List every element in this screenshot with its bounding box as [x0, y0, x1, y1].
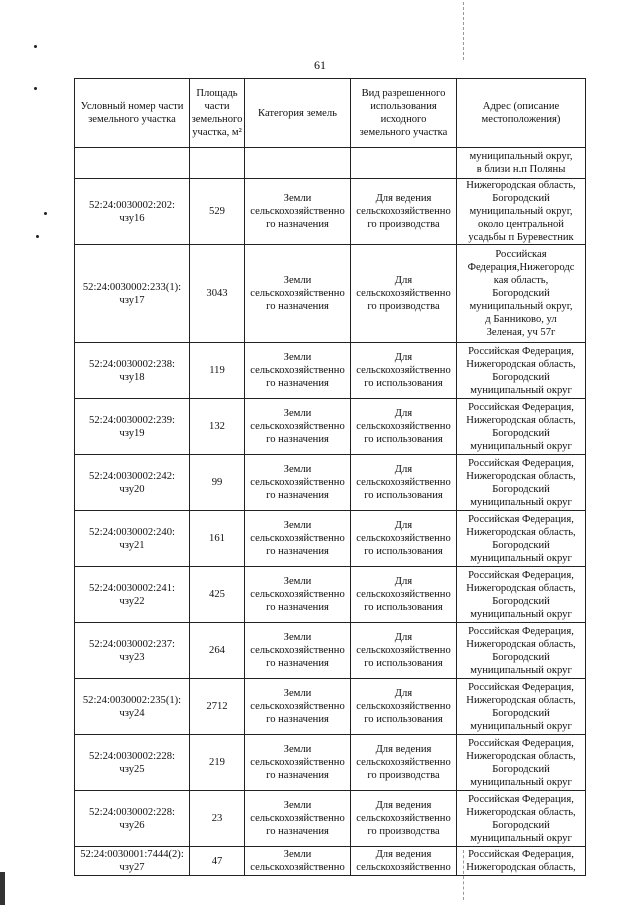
- cell-cadastral-number: [75, 791, 190, 847]
- cell-text-line: Для ведения: [375, 849, 432, 860]
- scan-speck: [34, 45, 37, 48]
- table-row: [75, 679, 586, 735]
- cell-text-line: Для: [394, 576, 413, 587]
- cell-address: [457, 735, 586, 791]
- cell-text-line: сельскохозяйственно: [250, 288, 345, 299]
- cell-text-line: Нижегородская область,: [466, 526, 576, 538]
- cell-cadastral-number: [75, 567, 190, 623]
- cell-text-line: Богородский: [492, 193, 550, 204]
- cell-text-line: 52:24:0030002:241:: [89, 582, 175, 594]
- cell-cadastral-number: [75, 679, 190, 735]
- cell-text-line: го использования: [364, 490, 443, 501]
- cell-text-line: 52:24:0030002:242:: [89, 470, 175, 482]
- cell-text-line: Богородский: [492, 763, 550, 775]
- cell-text-line: чзу22: [119, 595, 145, 607]
- cell-text-line: сельскохозяйственно: [250, 757, 345, 768]
- cell-text-line: Зеленая, уч 57г: [486, 327, 556, 338]
- cell-text-line: чзу25: [119, 763, 145, 775]
- cell-text-line: го использования: [364, 714, 443, 725]
- cell-permitted-use: [351, 791, 457, 847]
- cell-text-line: го использования: [364, 378, 443, 389]
- cell-text-line: муниципальный округ: [470, 608, 572, 620]
- cell-text-line: Нижегородская область,: [466, 414, 576, 426]
- cell-area: 47: [190, 847, 245, 876]
- cell-address: [457, 623, 586, 679]
- cell-text-line: го назначения: [266, 714, 329, 725]
- cell-text-line: 52:24:0030002:233(1):: [82, 281, 182, 293]
- cell-text-line: 52:24:0030001:7444(2):: [80, 849, 184, 860]
- scan-edge-line: [463, 2, 464, 60]
- cell-text-line: чзу19: [119, 427, 145, 439]
- cell-text-line: Нижегородская область,: [466, 582, 576, 594]
- cell-text-line: Нижегородская область,: [466, 358, 576, 370]
- cell-text-line: Вид разрешенного: [361, 88, 446, 99]
- table-row: [75, 343, 586, 399]
- cell-text-line: чзу18: [119, 371, 145, 383]
- cell-address: [457, 179, 586, 245]
- cell-text-line: сельскохозяйственно: [250, 862, 345, 873]
- cell-area: 2712: [190, 679, 245, 735]
- cell-text-line: Условный номер части: [80, 101, 184, 112]
- cell-text-line: муниципальный округ: [470, 552, 572, 564]
- cell-text-line: го назначения: [266, 658, 329, 669]
- cell-permitted-use: [351, 735, 457, 791]
- scan-speck: [44, 212, 47, 215]
- cell-text-line: муниципальный округ: [470, 832, 572, 844]
- table-row: [75, 511, 586, 567]
- cell-address: [457, 791, 586, 847]
- cell-text-line: Нижегородская область,: [466, 862, 576, 873]
- table-row-continuation: [75, 148, 586, 179]
- cell-text-line: чзу21: [119, 539, 145, 551]
- cell-text-line: сельскохозяйственно: [356, 421, 451, 432]
- cell-text-line: го использования: [364, 658, 443, 669]
- cell-address: [457, 847, 586, 876]
- cell-text-line: 52:24:0030002:202:: [89, 199, 175, 211]
- header-address: [457, 79, 586, 148]
- cell-empty: [245, 148, 351, 179]
- cell-text-line: чзу16: [119, 212, 145, 224]
- cell-text-line: Земли: [283, 520, 312, 531]
- cell-text-line: Российская Федерация,: [468, 345, 574, 357]
- cell-text-line: Площадь: [196, 88, 238, 99]
- cell-text-line: земельного участка: [88, 114, 176, 125]
- cell-text-line: Земли: [283, 464, 312, 475]
- cell-area: 99: [190, 455, 245, 511]
- cell-permitted-use: [351, 623, 457, 679]
- cell-text-line: Нижегородская область,: [466, 470, 576, 482]
- cell-text-line: земельного: [191, 114, 243, 125]
- cell-text-line: сельскохозяйственно: [250, 533, 345, 544]
- cell-text-line: использования: [370, 101, 437, 112]
- cell-text-line: сельскохозяйственно: [250, 813, 345, 824]
- table-header-row: [75, 79, 586, 148]
- cell-text-line: Российская Федерация,: [468, 737, 574, 749]
- cell-text-line: сельскохозяйственно: [356, 589, 451, 600]
- cell-text-line: чзу24: [119, 707, 145, 719]
- cell-land-category: [245, 735, 351, 791]
- cell-cadastral-number: [75, 511, 190, 567]
- cell-text-line: 52:24:0030002:228:: [89, 806, 175, 818]
- header-cadastral-number: [75, 79, 190, 148]
- cell-text-line: Российская Федерация,: [468, 457, 574, 469]
- cell-text-line: Для: [394, 408, 413, 419]
- cell-text-line: муниципальный округ,: [469, 301, 573, 312]
- cell-text-line: Нижегородская область,: [466, 638, 576, 650]
- cell-text-line: Для: [394, 520, 413, 531]
- cell-land-category: [245, 343, 351, 399]
- cell-text-line: Земли: [283, 576, 312, 587]
- cell-land-category: [245, 567, 351, 623]
- cell-text-line: Земли: [283, 800, 312, 811]
- cell-text-line: части: [204, 101, 230, 112]
- cell-cadastral-number: [75, 245, 190, 343]
- cell-text-line: го назначения: [266, 602, 329, 613]
- cell-text-line: го назначения: [266, 490, 329, 501]
- table-row: [75, 567, 586, 623]
- cell-text-line: муниципальный округ,: [469, 206, 573, 217]
- header-permitted-use: [351, 79, 457, 148]
- cell-text-line: Земли: [283, 352, 312, 363]
- cell-text-line: Российская Федерация,: [468, 849, 574, 860]
- cell-text-line: исходного: [380, 114, 427, 125]
- cell-permitted-use: [351, 179, 457, 245]
- cell-cadastral-number: [75, 735, 190, 791]
- page-number: 61: [314, 58, 326, 72]
- cell-text-line: муниципальный округ: [470, 720, 572, 732]
- cell-text-line: Российская Федерация,: [468, 401, 574, 413]
- cell-land-category: [245, 679, 351, 735]
- cell-text-line: го производства: [367, 301, 440, 312]
- cell-empty: [75, 148, 190, 179]
- cell-text-line: муниципальный округ: [470, 440, 572, 452]
- cell-text-line: сельскохозяйственно: [250, 645, 345, 656]
- cell-text-line: Земли: [283, 744, 312, 755]
- cell-text-line: Земли: [283, 408, 312, 419]
- cell-text-line: сельскохозяйственно: [356, 533, 451, 544]
- cell-text-line: сельскохозяйственно: [250, 421, 345, 432]
- cell-text-line: сельскохозяйственно: [356, 206, 451, 217]
- cell-text-line: земельного участка: [359, 127, 448, 138]
- cell-land-category: [245, 179, 351, 245]
- cell-area: 119: [190, 343, 245, 399]
- scan-speck: [36, 235, 39, 238]
- cell-address: [457, 148, 586, 179]
- cell-text-line: чзу17: [119, 294, 145, 306]
- cell-text-line: Адрес (описание: [482, 101, 560, 112]
- cell-text-line: сельскохозяйственно: [356, 288, 451, 299]
- cell-text-line: го назначения: [266, 434, 329, 445]
- cell-land-category: [245, 455, 351, 511]
- cell-text-line: Нижегородская область,: [466, 180, 576, 191]
- cell-text-line: Земли: [283, 688, 312, 699]
- cell-empty: [351, 148, 457, 179]
- cell-text-line: сельскохозяйственно: [250, 365, 345, 376]
- cell-address: [457, 679, 586, 735]
- cell-text-line: сельскохозяйственно: [250, 589, 345, 600]
- cell-text-line: Для: [394, 275, 413, 286]
- cell-text-line: го производства: [367, 219, 440, 230]
- cell-text-line: Федерация,Нижегородс: [467, 262, 575, 273]
- cell-permitted-use: [351, 511, 457, 567]
- cell-permitted-use: [351, 455, 457, 511]
- cell-address: [457, 567, 586, 623]
- cell-text-line: Для ведения: [375, 800, 432, 811]
- cell-text-line: Богородский: [492, 595, 550, 607]
- cell-text-line: сельскохозяйственно: [356, 757, 451, 768]
- cell-text-line: го назначения: [266, 378, 329, 389]
- cell-text-line: 52:24:0030002:239:: [89, 414, 175, 426]
- cell-text-line: в близи н.п Поляны: [476, 164, 566, 175]
- cell-text-line: Земли: [283, 849, 312, 860]
- cell-text-line: чзу20: [119, 483, 145, 495]
- cell-land-category: [245, 791, 351, 847]
- cell-text-line: го назначения: [266, 546, 329, 557]
- cell-text-line: чзу23: [119, 651, 145, 663]
- cell-permitted-use: [351, 343, 457, 399]
- cell-area: 264: [190, 623, 245, 679]
- cell-text-line: участка, м²: [192, 127, 242, 138]
- cell-text-line: чзу26: [119, 819, 145, 831]
- cell-text-line: Российская Федерация,: [468, 513, 574, 525]
- cell-text-line: Богородский: [492, 288, 550, 299]
- cell-text-line: Категория земель: [258, 107, 337, 119]
- cell-cadastral-number: [75, 343, 190, 399]
- cell-area: 425: [190, 567, 245, 623]
- cell-text-line: муниципальный округ: [470, 776, 572, 788]
- cell-text-line: го назначения: [266, 219, 329, 230]
- cell-text-line: около центральной: [478, 219, 564, 230]
- cell-land-category: [245, 623, 351, 679]
- table-row: [75, 735, 586, 791]
- cell-cadastral-number: [75, 399, 190, 455]
- cell-text-line: Для ведения: [375, 744, 432, 755]
- cell-text-line: Богородский: [492, 707, 550, 719]
- cell-text-line: Богородский: [492, 371, 550, 383]
- cell-text-line: Нижегородская область,: [466, 750, 576, 762]
- cell-text-line: Богородский: [492, 539, 550, 551]
- cell-text-line: Земли: [283, 193, 312, 204]
- cell-text-line: Российская Федерация,: [468, 625, 574, 637]
- cell-text-line: муниципальный округ: [470, 384, 572, 396]
- cell-address: [457, 455, 586, 511]
- cell-land-category: [245, 847, 351, 876]
- cell-text-line: усадьбы п Буревестник: [468, 232, 574, 243]
- header-area: [190, 79, 245, 148]
- cell-text-line: Для: [394, 632, 413, 643]
- cell-text-line: Богородский: [492, 483, 550, 495]
- land-parcels-table: [74, 78, 586, 876]
- cell-text-line: Российская Федерация,: [468, 793, 574, 805]
- cell-text-line: Российская: [495, 249, 547, 260]
- cell-text-line: Земли: [283, 275, 312, 286]
- cell-text-line: 52:24:0030002:240:: [89, 526, 175, 538]
- cell-text-line: Богородский: [492, 819, 550, 831]
- cell-text-line: сельскохозяйственно: [356, 477, 451, 488]
- cell-text-line: 52:24:0030002:238:: [89, 358, 175, 370]
- cell-land-category: [245, 399, 351, 455]
- table-row: [75, 245, 586, 343]
- cell-area: 132: [190, 399, 245, 455]
- cell-text-line: Для: [394, 352, 413, 363]
- table-row: [75, 623, 586, 679]
- cell-address: [457, 399, 586, 455]
- header-land-category: [245, 79, 351, 148]
- table-row: [75, 791, 586, 847]
- cell-area: 529: [190, 179, 245, 245]
- table-row: [75, 455, 586, 511]
- cell-text-line: го использования: [364, 434, 443, 445]
- cell-text-line: Российская Федерация,: [468, 681, 574, 693]
- cell-text-line: го использования: [364, 546, 443, 557]
- cell-permitted-use: [351, 245, 457, 343]
- cell-area: 23: [190, 791, 245, 847]
- cell-text-line: Российская Федерация,: [468, 569, 574, 581]
- cell-text-line: Богородский: [492, 651, 550, 663]
- cell-text-line: сельскохозяйственно: [356, 701, 451, 712]
- table-row: [75, 847, 586, 876]
- cell-text-line: сельскохозяйственно: [250, 477, 345, 488]
- cell-text-line: 52:24:0030002:237:: [89, 638, 175, 650]
- cell-address: [457, 511, 586, 567]
- cell-permitted-use: [351, 567, 457, 623]
- cell-text-line: Для: [394, 464, 413, 475]
- cell-text-line: Для ведения: [375, 193, 432, 204]
- cell-text-line: сельскохозяйственно: [356, 813, 451, 824]
- cell-text-line: кая область,: [493, 275, 549, 286]
- cell-text-line: муниципальный округ: [470, 496, 572, 508]
- cell-address: [457, 245, 586, 343]
- cell-text-line: го назначения: [266, 770, 329, 781]
- cell-text-line: чзу27: [119, 862, 145, 873]
- cell-text-line: Для: [394, 688, 413, 699]
- cell-land-category: [245, 511, 351, 567]
- cell-area: 161: [190, 511, 245, 567]
- cell-cadastral-number: [75, 455, 190, 511]
- cell-text-line: 52:24:0030002:228:: [89, 750, 175, 762]
- cell-text-line: муниципальный округ: [470, 664, 572, 676]
- table-row: [75, 179, 586, 245]
- cell-text-line: сельскохозяйственно: [250, 206, 345, 217]
- cell-area: 219: [190, 735, 245, 791]
- cell-empty: [190, 148, 245, 179]
- cell-text-line: сельскохозяйственно: [356, 862, 451, 873]
- cell-permitted-use: [351, 399, 457, 455]
- cell-text-line: го назначения: [266, 301, 329, 312]
- cell-text-line: Нижегородская область,: [466, 694, 576, 706]
- cell-text-line: 52:24:0030002:235(1):: [82, 694, 182, 706]
- cell-text-line: сельскохозяйственно: [356, 645, 451, 656]
- cell-text-line: го производства: [367, 826, 440, 837]
- cell-text-line: Богородский: [492, 427, 550, 439]
- scan-edge-mark: [0, 872, 5, 905]
- cell-cadastral-number: [75, 179, 190, 245]
- cell-text-line: го производства: [367, 770, 440, 781]
- cell-text-line: Земли: [283, 632, 312, 643]
- cell-text-line: местоположения): [481, 114, 561, 125]
- cell-cadastral-number: [75, 847, 190, 876]
- cell-text-line: сельскохозяйственно: [356, 365, 451, 376]
- cell-area: 3043: [190, 245, 245, 343]
- cell-permitted-use: [351, 847, 457, 876]
- cell-permitted-use: [351, 679, 457, 735]
- cell-land-category: [245, 245, 351, 343]
- scan-speck: [34, 87, 37, 90]
- cell-text-line: го назначения: [266, 826, 329, 837]
- cell-text-line: го использования: [364, 602, 443, 613]
- cell-text-line: д Банниково, ул: [485, 314, 557, 325]
- cell-text-line: сельскохозяйственно: [250, 701, 345, 712]
- cell-text-line: Нижегородская область,: [466, 806, 576, 818]
- table-row: [75, 399, 586, 455]
- cell-address: [457, 343, 586, 399]
- cell-cadastral-number: [75, 623, 190, 679]
- cell-text-line: муниципальный округ,: [469, 151, 573, 162]
